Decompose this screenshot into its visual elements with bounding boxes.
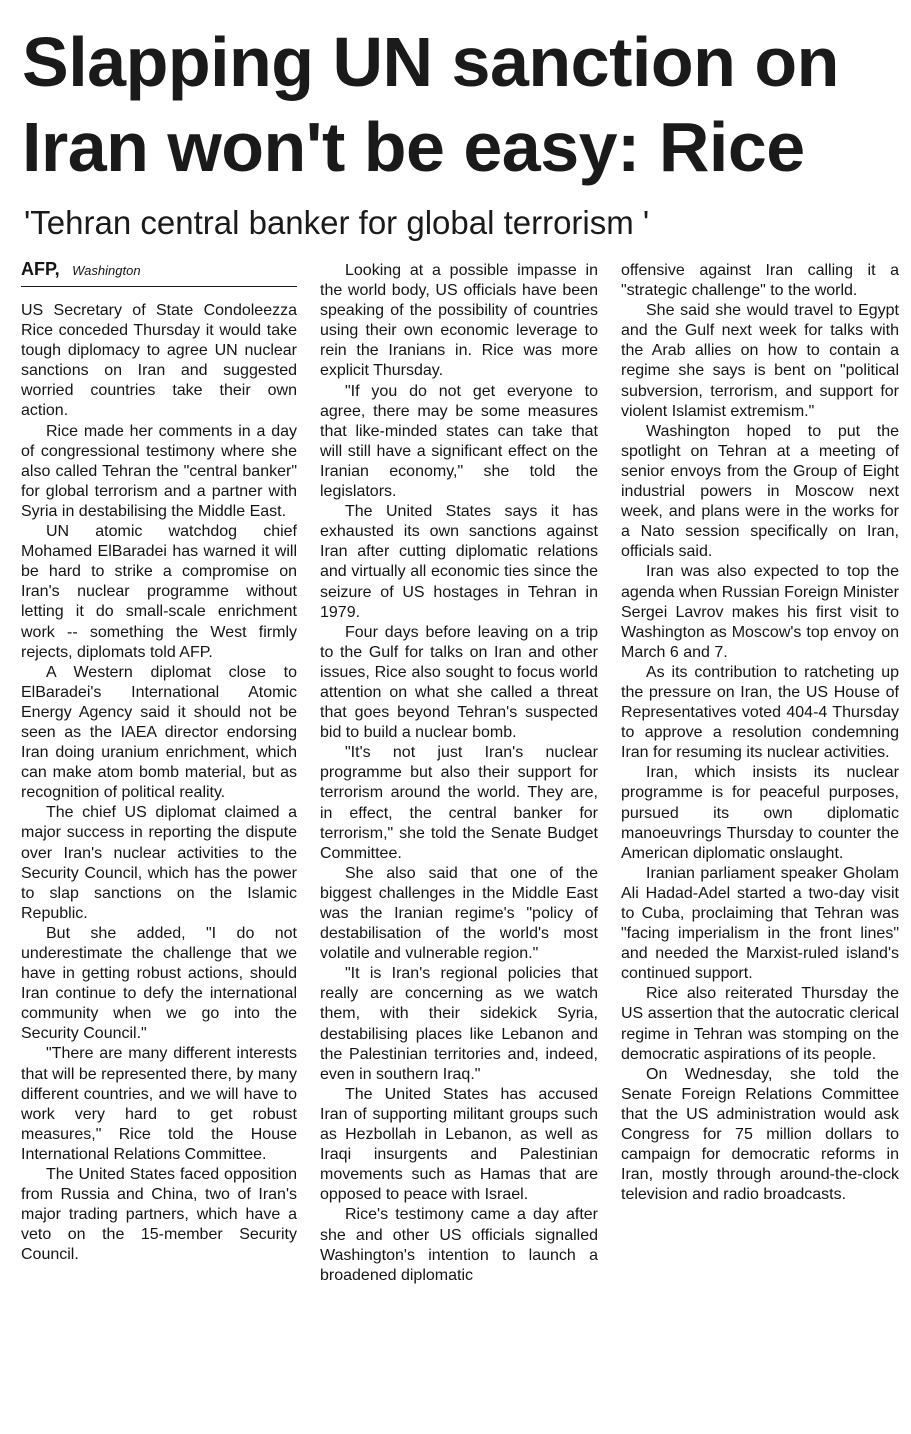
headline: Slapping UN sanction on Iran won't be easy: Rice [22, 23, 839, 186]
article-column-2 [320, 261, 598, 1286]
article-column-1 [21, 301, 297, 1266]
paragraph: The United States faced opposition from Russia and China, two of Iran's major trading partners, which have a veto on the 15-member Security Council. [21, 1166, 297, 1264]
paragraph: She said she would travel to Egypt and the Gulf next week for talks with the Arab allies on how to contain a regime she says is bent on "political subversion, terrorism, and support for violent Islamist extremism." [621, 302, 899, 420]
dateline-city: Washington [72, 263, 141, 278]
article-column-3 [621, 261, 899, 1205]
paragraph: Four days before leaving on a trip to the Gulf for talks on Iran and other issues, Rice also sought to focus world attention on what she called a threat that goes beyond Tehran's suspected bid to build a nuclear bomb. [320, 623, 598, 742]
paragraph: But she added, "I do not underestimate the challenge that we have in getting robust actions, should Iran continue to defy the international community when we go into the Security Council." [21, 924, 297, 1043]
paragraph: The chief US diplomat claimed a major success in reporting the dispute over Iran's nuclear activities to the Security Council, which has the power to slap sanctions on the Islamic Republic. [21, 804, 297, 922]
paragraph: Iran, which insists its nuclear programme is for peaceful purposes, pursued its own diplomatic manoeuvrings Thursday to counter the American diplomatic onslaught. [621, 764, 899, 862]
paragraph: The United States has accused Iran of supporting militant groups such as Hezbollah in Lebanon, as well as Iraqi insurgents and Palestinian movements such as Hamas that are opposed to peace with Israel. [320, 1085, 598, 1204]
paragraph: Iranian parliament speaker Gholam Ali Hadad-Adel started a two-day visit to Cuba, proclaiming that Tehran was "facing imperialism in the front lines" and needed the Marxist-ruled island's continued support. [621, 864, 899, 983]
paragraph: US Secretary of State Condoleezza Rice conceded Thursday it would take tough diplomacy to agree UN nuclear sanctions on Iran and suggested worried countries take their own action. [21, 302, 297, 420]
paragraph: Rice also reiterated Thursday the US assertion that the autocratic clerical regime in Tehran was stomping on the democratic aspirations of its people. [621, 985, 899, 1063]
dateline [21, 259, 297, 287]
agency-name: AFP, [21, 259, 60, 279]
paragraph: Rice's testimony came a day after she and other US officials signalled Washington's intention to launch a broadened diplomatic [320, 1206, 598, 1284]
paragraph: The United States says it has exhausted its own sanctions against Iran after cutting diplomatic relations and virtually all economic ties since the seizure of US hostages in Tehran in 1979. [320, 503, 598, 621]
paragraph: On Wednesday, she told the Senate Foreign Relations Committee that the US administration would ask Congress for 75 million dollars to campaign for democratic reforms in Iran, mostly through around-the-clock television and radio broadcasts. [621, 1065, 899, 1204]
paragraph: Washington hoped to put the spotlight on Tehran at a meeting of senior envoys from the Group of Eight industrial powers in Moscow next week, and plans were in the works for a Nato session specifically on Iran, officials said. [621, 422, 899, 561]
paragraph: Looking at a possible impasse in the world body, US officials have been speaking of the possibility of countries using their own economic leverage to rein the Iranians in. Rice was more explicit Thursday. [320, 262, 598, 380]
paragraph: UN atomic watchdog chief Mohamed ElBaradei has warned it will be hard to strike a compromise on Iran's nuclear programme without letting it do small-scale enrichment work -- something the West firmly rejects, diplomats told AFP. [21, 523, 297, 661]
paragraph: Iran was also expected to top the agenda when Russian Foreign Minister Sergei Lavrov makes his first visit to Washington as Moscow's top envoy on March 6 and 7. [621, 563, 899, 661]
subheadline: 'Tehran central banker for global terrorism ' [24, 204, 650, 241]
paragraph: She also said that one of the biggest challenges in the Middle East was the Iranian regime's "policy of destabilisation of the world's most volatile and vulnerable region." [320, 864, 598, 963]
paragraph: "If you do not get everyone to agree, there may be some measures that like-minded states can take that will still have a significant effect on the Iranian economy," she told the legislators. [320, 382, 598, 501]
paragraph: A Western diplomat close to ElBaradei's International Atomic Energy Agency said it should not be seen as the IAEA director endorsing Iran doing uranium enrichment, which can make atom bomb material, but as recognition of political reality. [21, 663, 297, 802]
paragraph: offensive against Iran calling it a "strategic challenge" to the world. [621, 262, 899, 300]
paragraph: Rice made her comments in a day of congressional testimony where she also called Tehran the "central banker" for global terrorism and a partner with Syria in destabilising the Middle East. [21, 422, 297, 520]
paragraph: As its contribution to ratcheting up the pressure on Iran, the US House of Representatives voted 404-4 Thursday to approve a resolution condemning Iran for resuming its nuclear activities. [621, 663, 899, 762]
paragraph: "It's not just Iran's nuclear programme but also their support for terrorism around the world. They are, in effect, the central banker for terrorism," she told the Senate Budget Committee. [320, 744, 598, 862]
paragraph: "There are many different interests that will be represented there, by many different countries, and we will have to work very hard to get robust measures," Rice told the House International Relations Committee. [21, 1045, 297, 1163]
paragraph: "It is Iran's regional policies that really are concerning as we watch them, with their sidekick Syria, destabilising places like Lebanon and the Palestinian territories and, indeed, even in southern Iraq." [320, 965, 598, 1083]
